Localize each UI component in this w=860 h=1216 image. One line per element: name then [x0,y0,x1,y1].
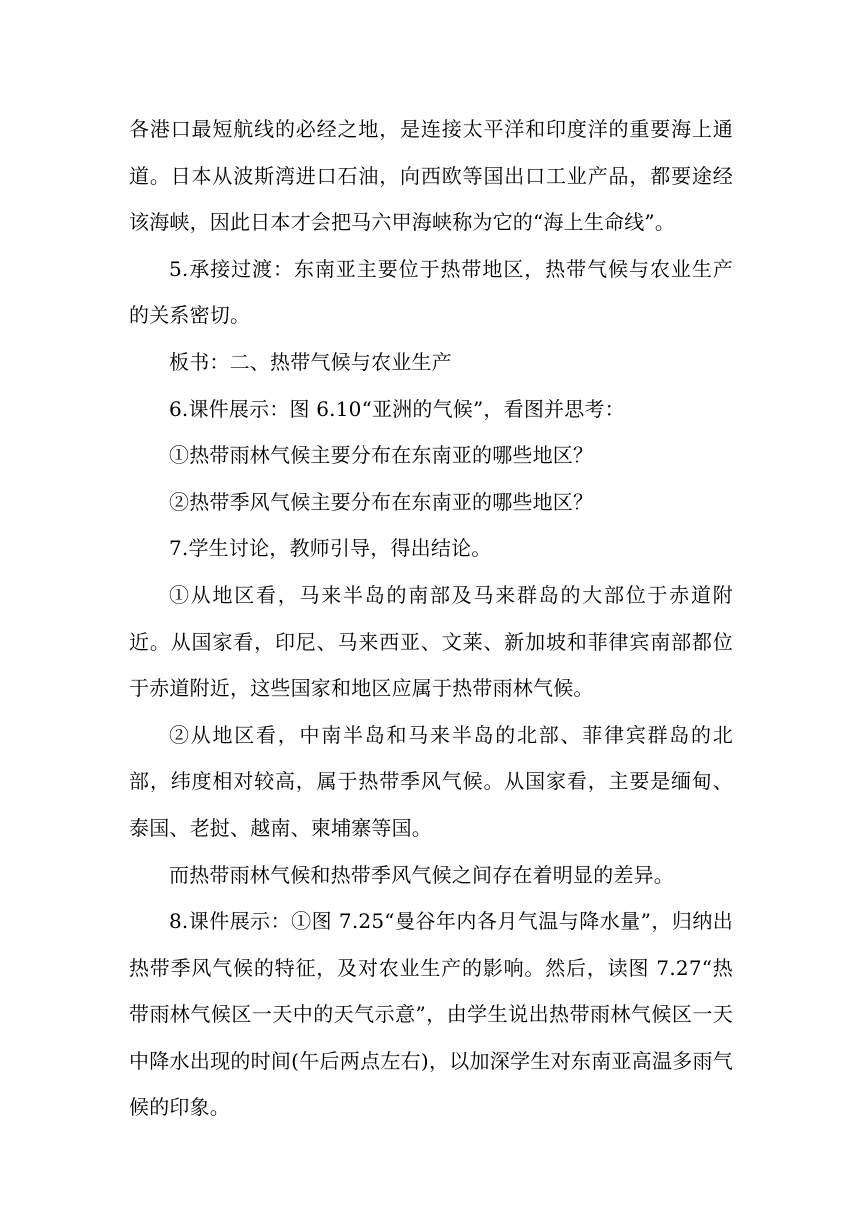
paragraph-conclusion-2: ②从地区看，中南半岛和马来半岛的北部、菲律宾群岛的北部，纬度相对较高，属于热带季风气候。从国家看，主要是缅甸、泰国、老挝、越南、柬埔寨等国。 [129,722,733,840]
paragraph-conclusion-1: ①从地区看，马来半岛的南部及马来群岛的大部位于赤道附近。从国家看，印尼、马来西亚、文莱、新加坡和菲律宾南部都位于赤道附近，这些国家和地区应属于热带雨林气候。 [129,582,733,701]
paragraph-step-5-transition: 5.承接过渡：东南亚主要位于热带地区，热带气候与农业生产的关系密切。 [129,256,733,328]
paragraph-blackboard-heading: 板书：二、热带气候与农业生产 [169,349,452,374]
paragraph-question-1: ①热带雨林气候主要分布在东南亚的哪些地区？ [169,443,594,468]
paragraph-strait-continuation: 各港口最短航线的必经之地，是连接太平洋和印度洋的重要海上通道。日本从波斯湾进口石油，向西欧等国出口工业产品，都要途经该海峡，因此日本才会把马六甲海峡称为它的“海上生命线”。 [129,117,733,235]
paragraph-step-6-courseware: 6.课件展示：图 6.10“亚洲的气候”，看图并思考： [169,396,625,421]
paragraph-question-2: ②热带季风气候主要分布在东南亚的哪些地区？ [169,489,594,514]
paragraph-step-7-discussion: 7.学生讨论，教师引导，得出结论。 [169,536,492,561]
paragraph-step-8-courseware: 8.课件展示：①图 7.25“曼谷年内各月气温与降水量”，归纳出热带季风气候的特征，及对农业生产的影响。然后，读图 7.27“热带雨林气候区一天中的天气示意”，由学生说出热带雨林气候区一天中降水出现的时间(午后两点左右)，以加深学生对东南亚高温多雨气候的印象。 [129,909,733,1120]
document-body [129,106,733,1131]
paragraph-difference-note: 而热带雨林气候和热带季风气候之间存在着明显的差异。 [169,862,674,887]
